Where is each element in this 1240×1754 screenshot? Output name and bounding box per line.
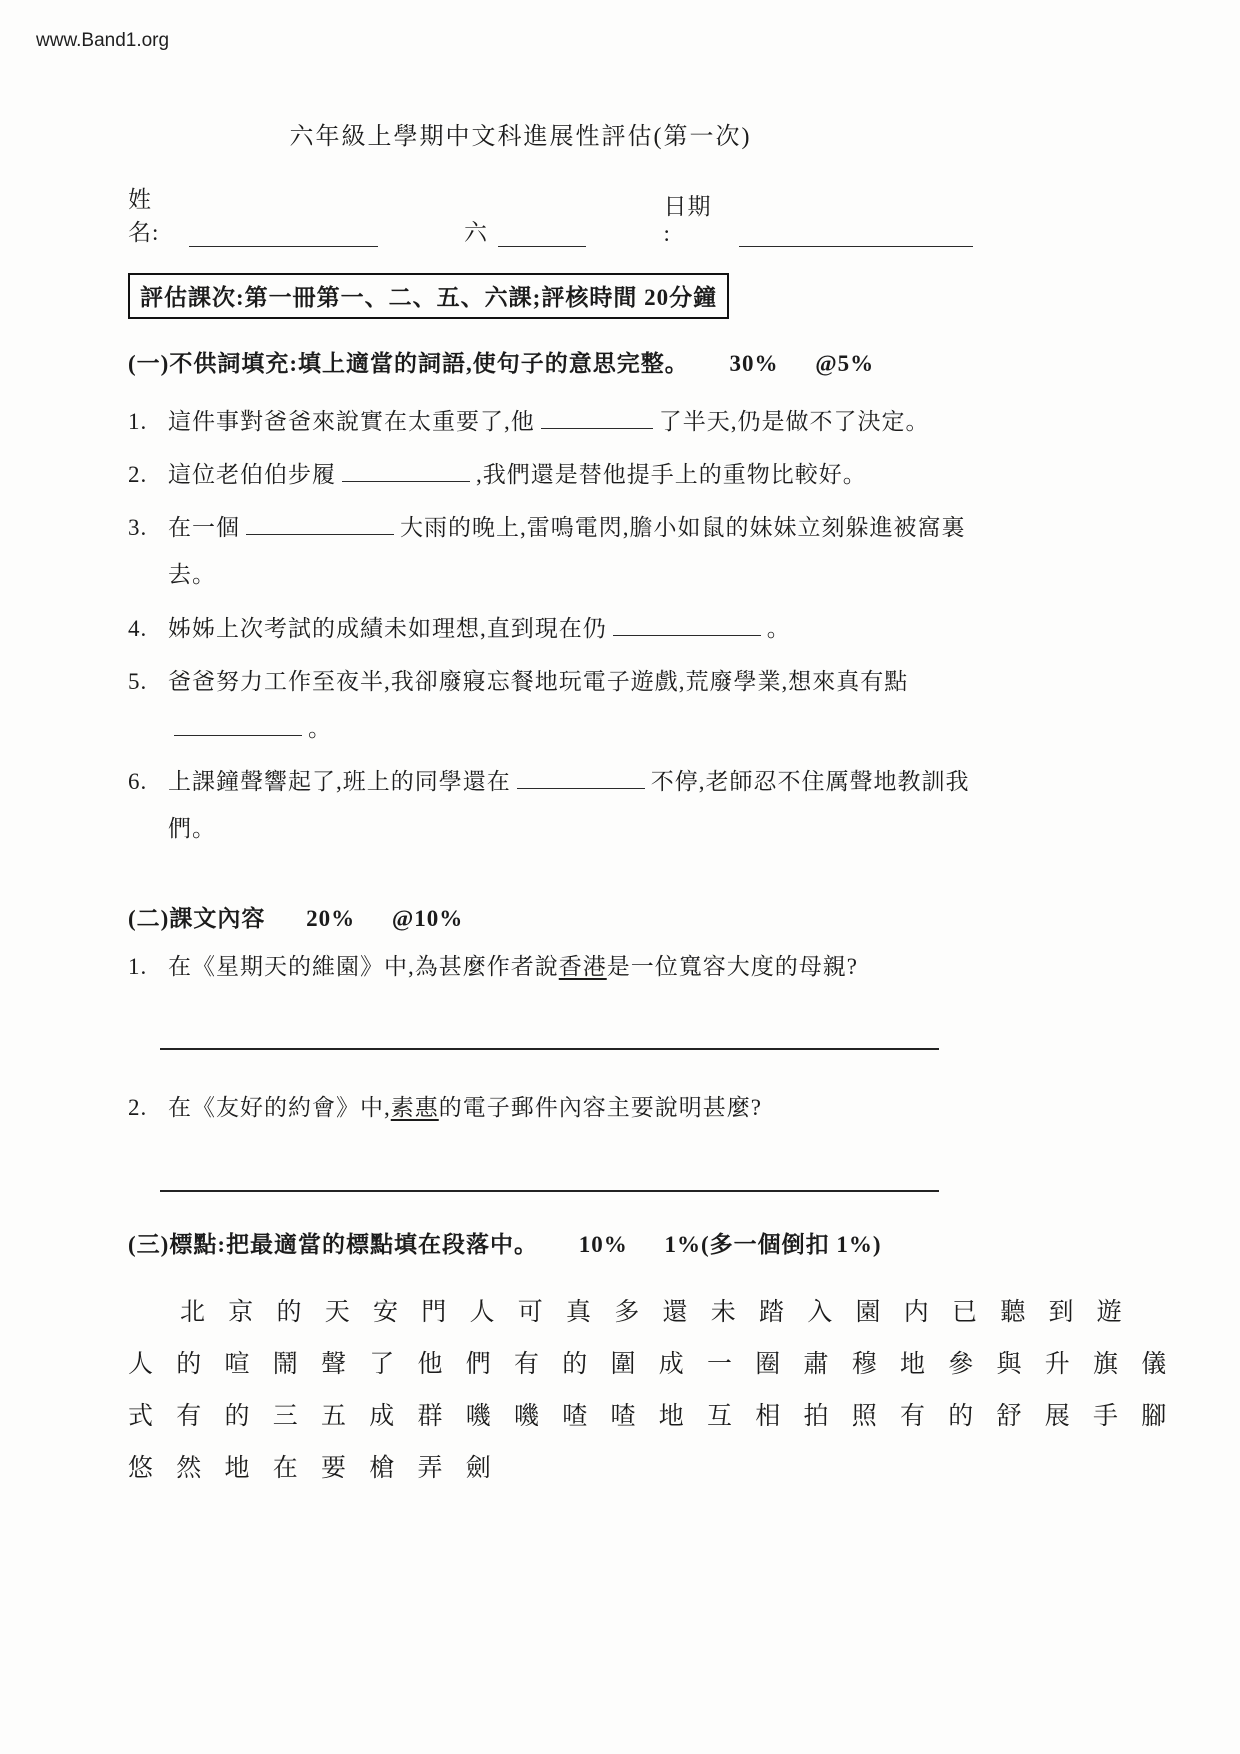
question-number: 2.: [128, 462, 148, 488]
question-1: [128, 398, 973, 445]
section-2: [128, 900, 973, 1191]
question-text: 在《友好的約會》中,素惠的電子郵件內容主要說明甚麼?: [168, 1095, 762, 1121]
name-blank: [189, 221, 378, 247]
section-3-score: 10%: [578, 1231, 628, 1257]
section-1: [128, 345, 973, 852]
question-2: [128, 451, 973, 498]
reading-question-2: [128, 1084, 973, 1131]
section-2-per-item: @10%: [391, 906, 464, 932]
class-label: 六: [464, 220, 489, 245]
name-label: 姓名:: [128, 187, 160, 245]
question-text: 在一個 大雨的晚上,雷鳴電閃,膽小如鼠的妹妹立刻躲進被窩裏去。: [168, 504, 973, 598]
question-3: [128, 504, 973, 598]
question-number: 2.: [128, 1095, 148, 1121]
page-title: 六年級上學期中文科進展性評估(第一次): [289, 124, 752, 150]
answer-blank: [246, 510, 394, 535]
section-1-title: (一)不供詞填充:填上適當的詞語,使句子的意思完整。: [128, 351, 689, 376]
passage-line: 人 的 喧 鬧 聲 了 他 們 有 的 圍 成 一 圈 肅 穆 地 參 與 升 旗 儀: [128, 1350, 1169, 1378]
answer-blank: [174, 711, 302, 736]
section-2-score: 20%: [306, 906, 356, 932]
question-5: [128, 658, 973, 752]
question-4: [128, 605, 973, 652]
punctuation-passage: [128, 1287, 1169, 1495]
section-2-title: (二)課文內容: [128, 906, 266, 932]
watermark: www.Band1.org: [36, 30, 170, 51]
assessment-scope-box: 評估課次:第一冊第一、二、五、六課;評核時間 20分鐘: [128, 273, 729, 319]
passage-line: 悠 然 地 在 要 槍 弄 劍: [128, 1454, 493, 1482]
answer-blank: [613, 610, 761, 635]
underlined-term: 香港: [558, 954, 607, 980]
question-text: 這件事對爸爸來說實在太重要了,他 了半天,仍是做不了決定。: [168, 398, 973, 445]
section-1-score: 30%: [729, 351, 779, 376]
question-number: 6.: [128, 768, 148, 794]
student-info-row: [128, 181, 973, 247]
underlined-term: 素惠: [390, 1095, 439, 1121]
section-3-title: (三)標點:把最適當的標點填在段落中。: [128, 1231, 538, 1257]
passage-line: 北 京 的 天 安 門 人 可 真 多 還 未 踏 入 園 内 已 聽 到 遊: [180, 1298, 1124, 1326]
section-3-heading: [128, 1226, 973, 1259]
date-blank: [739, 221, 973, 247]
section-1-per-item: @5%: [815, 351, 875, 376]
question-6: [128, 758, 973, 852]
answer-blank: [342, 457, 470, 482]
reading-question-1: [128, 943, 973, 990]
answer-line: [160, 1048, 939, 1050]
paper-content: [128, 116, 1169, 1495]
question-number: 1.: [128, 954, 148, 980]
question-number: 3.: [128, 515, 148, 541]
answer-blank: [517, 764, 645, 789]
question-number: 1.: [128, 409, 148, 434]
question-text: 在《星期天的維園》中,為甚麼作者說香港是一位寬容大度的母親?: [168, 954, 858, 980]
question-number: 5.: [128, 668, 148, 694]
section-1-heading: [128, 345, 973, 378]
question-number: 4.: [128, 615, 148, 641]
answer-line: [160, 1190, 939, 1192]
section-3: [128, 1226, 1169, 1495]
answer-blank: [541, 404, 653, 429]
question-text: 爸爸努力工作至夜半,我卻廢寢忘餐地玩電子遊戲,荒廢學業,想來真有點 。: [168, 668, 909, 741]
question-text: 這位老伯伯步履 ,我們還是替他提手上的重物比較好。: [168, 451, 973, 498]
class-blank: [498, 221, 586, 247]
passage-line: 式 有 的 三 五 成 群 嘰 嘰 喳 喳 地 互 相 拍 照 有 的 舒 展 手 腳: [128, 1402, 1169, 1430]
question-text: 姊姊上次考試的成績未如理想,直到現在仍 。: [168, 605, 973, 652]
section-3-per-item: 1%(多一個倒扣 1%): [664, 1231, 882, 1257]
date-label: 日期 :: [663, 194, 712, 246]
section-2-heading: [128, 900, 973, 933]
question-text: 上課鐘聲響起了,班上的同學還在 不停,老師忍不住厲聲地教訓我們。: [168, 758, 973, 852]
